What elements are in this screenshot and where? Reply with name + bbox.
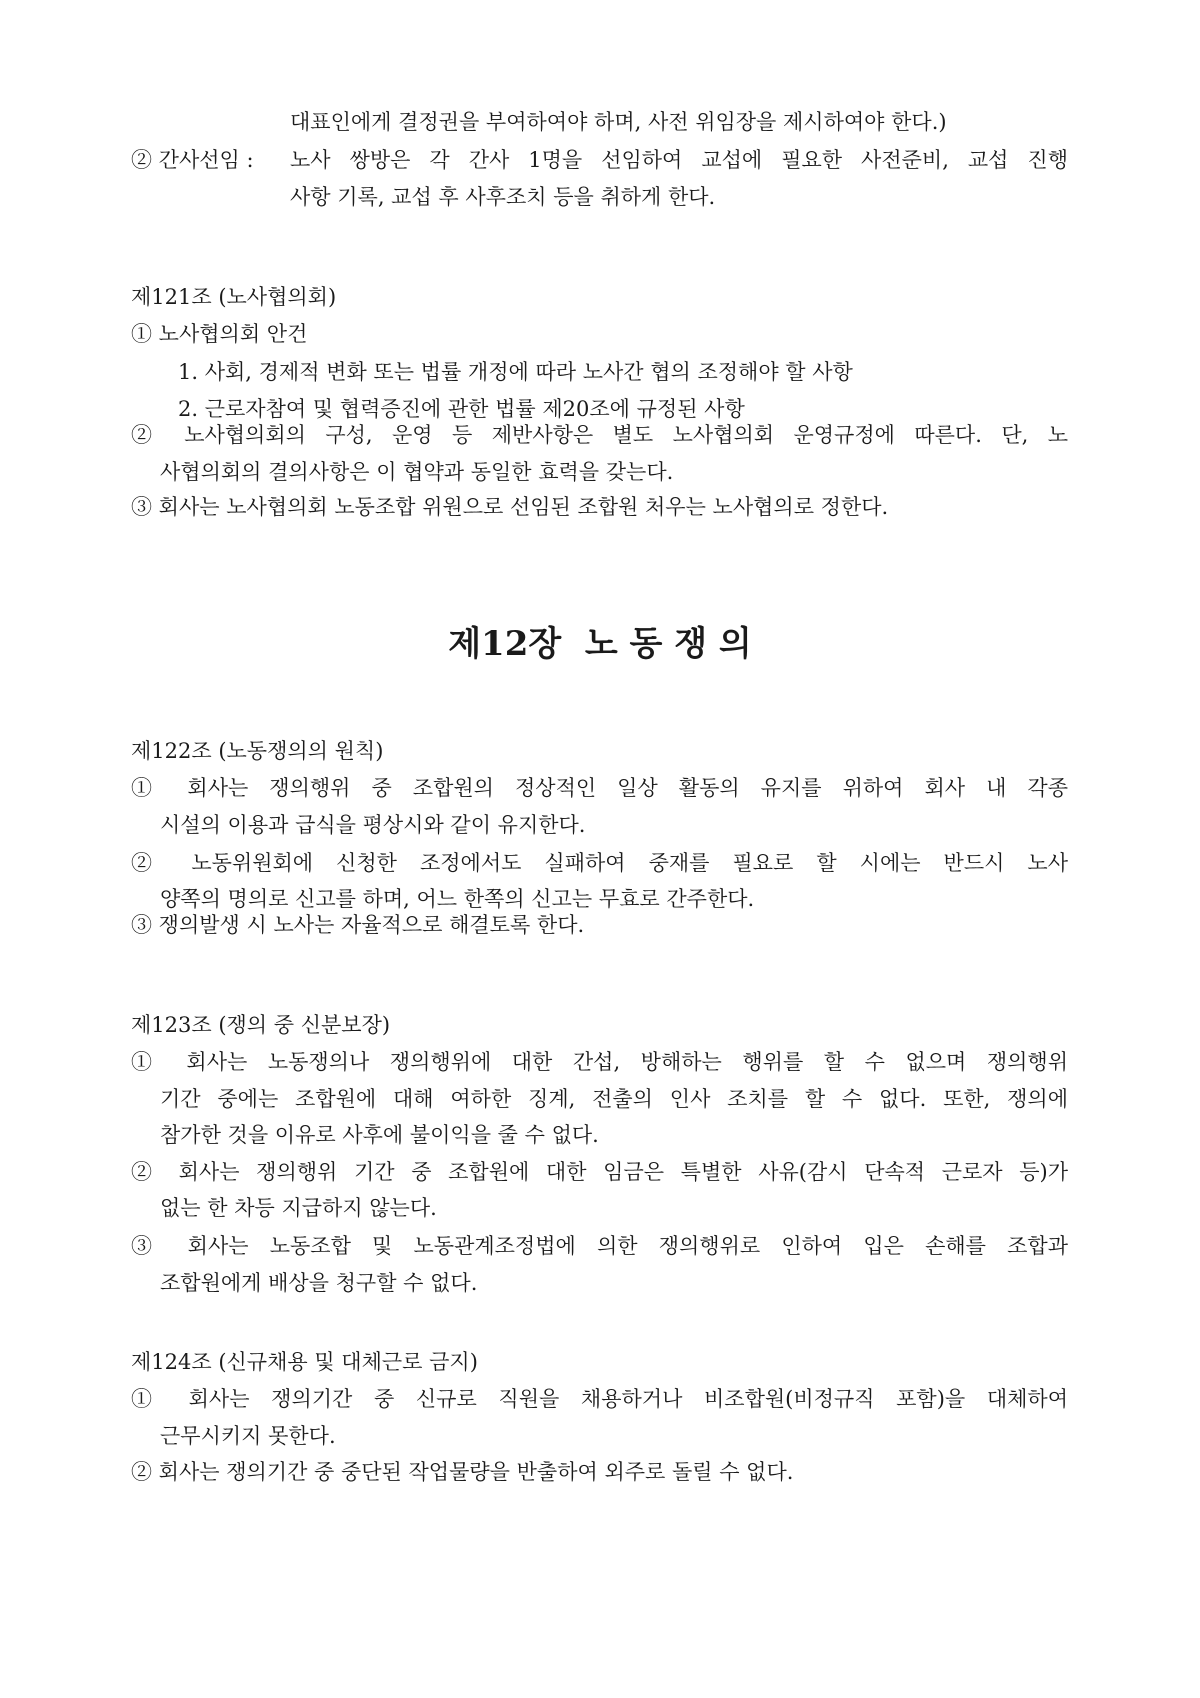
article-123-item-2-cont: 없는 한 차등 지급하지 않는다. [160, 1196, 437, 1220]
article-122-item-1-cont: 시설의 이용과 급식을 평상시와 같이 유지한다. [160, 813, 586, 837]
article-122-item-3: ③ 쟁의발생 시 노사는 자율적으로 해결토록 한다. [131, 913, 585, 937]
article-124-heading: 제124조 (신규채용 및 대체근로 금지) [131, 1350, 478, 1374]
continuation-line: 대표인에게 결정권을 부여하여야 하며, 사전 위임장을 제시하여야 한다.) [290, 110, 947, 134]
article-121-item-2-cont: 사협의회의 결의사항은 이 협약과 동일한 효력을 갖는다. [160, 460, 674, 484]
article-123-item-3-cont: 조합원에게 배상을 청구할 수 없다. [160, 1271, 478, 1295]
article-121-sub-1: 1. 사회, 경제적 변화 또는 법률 개정에 따라 노사간 협의 조정해야 할 사항 [178, 360, 853, 384]
article-122-item-1: ① 회사는 쟁의행위 중 조합원의 정상적인 일상 활동의 유지를 위하여 회사 내 각종 [131, 776, 1068, 800]
article-123-item-3: ③ 회사는 노동조합 및 노동관계조정법에 의한 쟁의행위로 인하여 입은 손해를 조합과 [131, 1234, 1068, 1258]
article-123-item-1-cont: 기간 중에는 조합원에 대해 여하한 징계, 전출의 인사 조치를 할 수 없다. 또한, 쟁의에 [160, 1087, 1068, 1111]
article-124-item-1: ① 회사는 쟁의기간 중 신규로 직원을 채용하거나 비조합원(비정규직 포함)을 대체하여 [131, 1387, 1068, 1411]
article-121-item-3: ③ 회사는 노사협의회 노동조합 위원으로 선임된 조합원 처우는 노사협의로 정한다. [131, 495, 889, 519]
article-123-item-2: ② 회사는 쟁의행위 기간 중 조합원에 대한 임금은 특별한 사유(감시 단속적 근로자 등)가 [131, 1160, 1068, 1184]
article-121-item-1: ① 노사협의회 안건 [131, 322, 308, 346]
article-123-heading: 제123조 (쟁의 중 신분보장) [131, 1013, 391, 1037]
chapter-title: 제12장 노 동 쟁 의 [448, 624, 752, 664]
item-2-text: 노사 쌍방은 각 간사 1명을 선임하여 교섭에 필요한 사전준비, 교섭 진행 [290, 148, 1068, 172]
article-121-heading: 제121조 (노사협의회) [131, 285, 337, 309]
article-124-item-2: ② 회사는 쟁의기간 중 중단된 작업물량을 반출하여 외주로 돌릴 수 없다. [131, 1460, 794, 1484]
article-122-item-2: ② 노동위원회에 신청한 조정에서도 실패하여 중재를 필요로 할 시에는 반드시 노사 [131, 851, 1068, 875]
item-2-label: ② 간사선임 : [131, 148, 254, 172]
article-122-item-2-cont: 양쪽의 명의로 신고를 하며, 어느 한쪽의 신고는 무효로 간주한다. [160, 887, 755, 911]
article-121-sub-2: 2. 근로자참여 및 협력증진에 관한 법률 제20조에 규정된 사항 [178, 397, 745, 421]
article-124-item-1-cont: 근무시키지 못한다. [160, 1424, 336, 1448]
article-121-item-2: ② 노사협의회의 구성, 운영 등 제반사항은 별도 노사협의회 운영규정에 따른다. 단, 노 [131, 423, 1068, 447]
article-123-item-1: ① 회사는 노동쟁의나 쟁의행위에 대한 간섭, 방해하는 행위를 할 수 없으며 쟁의행위 [131, 1050, 1068, 1074]
article-123-item-1-cont2: 참가한 것을 이유로 사후에 불이익을 줄 수 없다. [160, 1123, 599, 1147]
article-122-heading: 제122조 (노동쟁의의 원칙) [131, 739, 384, 763]
item-2-text-cont: 사항 기록, 교섭 후 사후조치 등을 취하게 한다. [290, 185, 716, 209]
